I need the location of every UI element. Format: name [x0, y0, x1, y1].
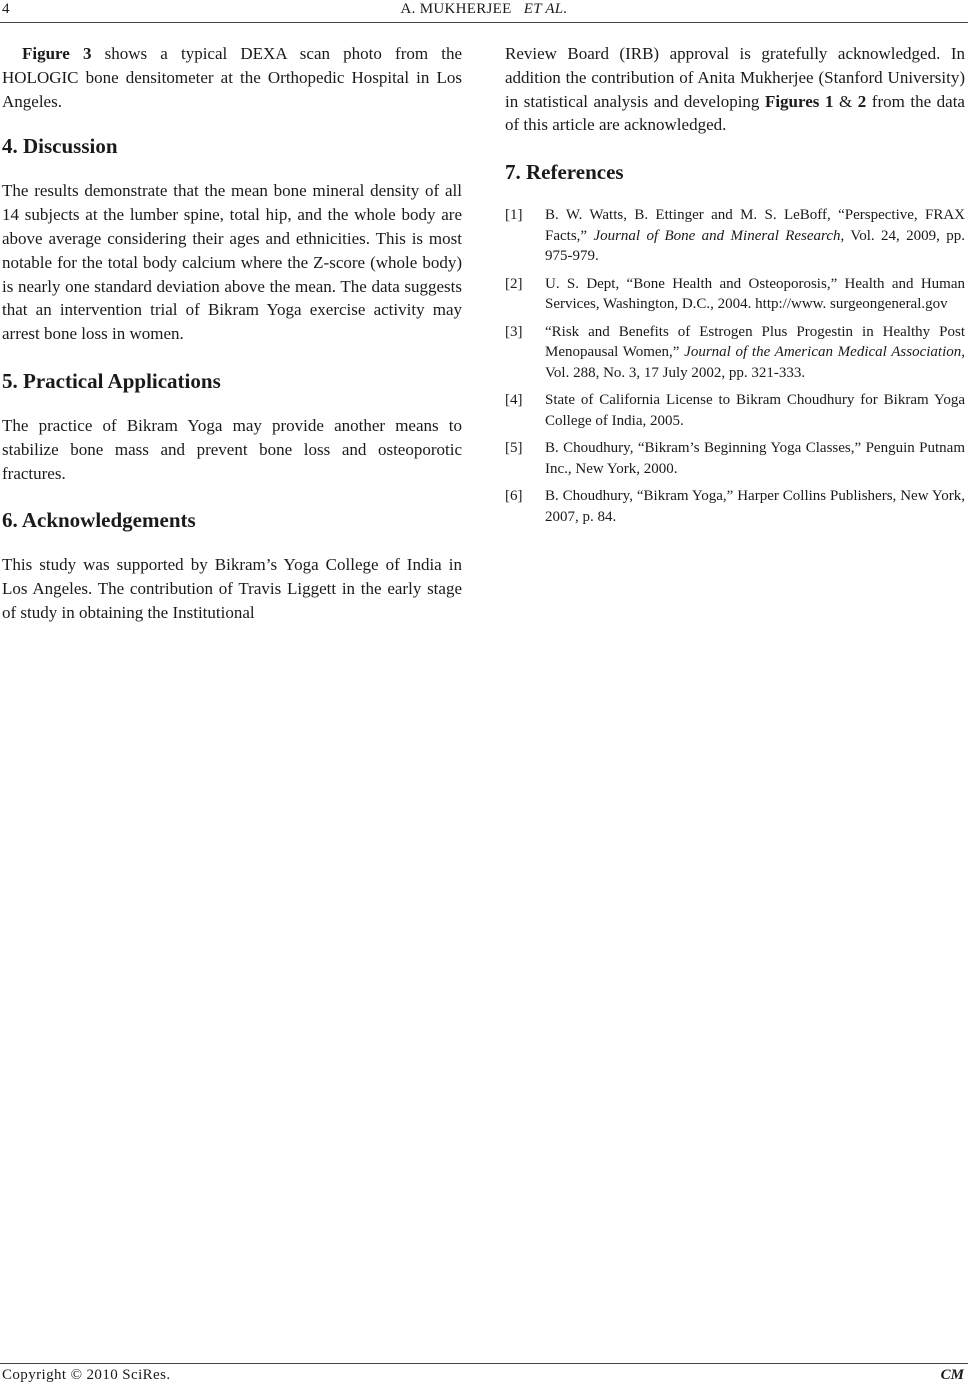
left-column: [2, 42, 462, 625]
discussion-text: The results demonstrate that the mean bone mineral density of all 14 subjects at the lumber spine, total hip, and the whole body are above average considering their ages and ethnicities. This is most notable for the total body calcium where the Z-score (whole body) is nearly one standard deviation above the mean. The data suggests that an intervention trial of Bikram Yoga exercise activity may arrest bone loss in women.: [2, 181, 462, 344]
intro-paragraph: [2, 42, 462, 113]
reference-item: [505, 322, 965, 384]
reference-item: [505, 486, 965, 527]
reference-number: [6]: [505, 488, 523, 505]
reference-text: State of California License to Bikram Choudhury for Bikram Yoga College of India, 2005.: [545, 392, 965, 429]
reference-number: [3]: [505, 323, 523, 340]
reference-journal: Journal of the American Medical Association: [684, 344, 962, 361]
running-title-etal: ET AL.: [523, 1, 568, 17]
acknowledgements-continuation: [505, 42, 965, 137]
acknowledgements-text: This study was supported by Bikram’s Yoga College of India in Los Angeles. The contribution of Travis Liggett in the early stage of study in obtaining the Institutional: [2, 555, 462, 622]
reference-text: B. W. Watts, B. Ettinger and M. S. LeBoff, “Perspective, FRAX Facts,”: [545, 207, 965, 244]
ampersand: &: [833, 91, 858, 111]
right-column: [505, 42, 965, 534]
reference-list: [505, 205, 965, 527]
reference-text: “Risk and Benefits of Estrogen Plus Progestin in Healthy Post Menopausal Women,”: [545, 323, 965, 361]
reference-text: U. S. Dept, “Bone Health and Osteoporosis,” Health and Human Services, Washington, D.C., 2004. http://www. surgeongeneral.gov: [545, 275, 965, 313]
reference-number: [5]: [505, 440, 523, 457]
practical-applications-text: The practice of Bikram Yoga may provide another means to stabilize bone mass and prevent bone loss and osteoporotic fractures.: [2, 415, 462, 483]
page-footer: [0, 1363, 968, 1386]
running-header: [0, 0, 968, 23]
reference-number: [2]: [505, 275, 523, 292]
figure-2-ref: 2: [857, 91, 867, 111]
page-number: 4: [2, 1, 10, 17]
practical-applications-heading: 5. Practical Applications: [2, 368, 221, 393]
figures-1-ref: Figures 1: [764, 91, 834, 111]
references-heading: 7. References: [505, 160, 624, 185]
continuation-text-b: from the data of this article are acknowledged.: [505, 91, 965, 135]
reference-details: , Vol. 24, 2009, pp. 975-979.: [545, 227, 966, 265]
reference-details: , Vol. 288, No. 3, 17 July 2002, pp. 321-333.: [545, 344, 966, 381]
copyright-notice: Copyright © 2010 SciRes.: [2, 1367, 171, 1383]
acknowledgements-heading: 6. Acknowledgements: [2, 508, 196, 533]
reference-text: B. Choudhury, “Bikram’s Beginning Yoga Classes,” Penguin Putnam Inc., New York, 2000.: [545, 440, 965, 477]
running-title-authors: A. MUKHERJEE: [400, 1, 512, 17]
intro-text: shows a typical DEXA scan photo from the HOLOGIC bone densitometer at the Orthopedic Hospital in Los Angeles.: [2, 44, 462, 111]
reference-item: [505, 205, 965, 267]
reference-number: [4]: [505, 392, 523, 409]
reference-item: [505, 274, 965, 315]
reference-item: [505, 438, 965, 479]
discussion-heading: 4. Discussion: [2, 134, 118, 159]
reference-journal: Journal of Bone and Mineral Research: [593, 227, 841, 244]
journal-abbreviation: CM: [940, 1367, 964, 1383]
reference-item: [505, 390, 965, 431]
reference-number: [1]: [505, 207, 523, 224]
figure-3-ref: Figure 3: [22, 44, 92, 63]
running-title: [0, 1, 968, 18]
continuation-text-a: Review Board (IRB) approval is gratefully acknowledged. In addition the contribution of Anita Mukherjee (Stanford University) in statistical analysis and developing: [505, 44, 965, 111]
reference-text: B. Choudhury, “Bikram Yoga,” Harper Collins Publishers, New York, 2007, p. 84.: [545, 488, 965, 525]
